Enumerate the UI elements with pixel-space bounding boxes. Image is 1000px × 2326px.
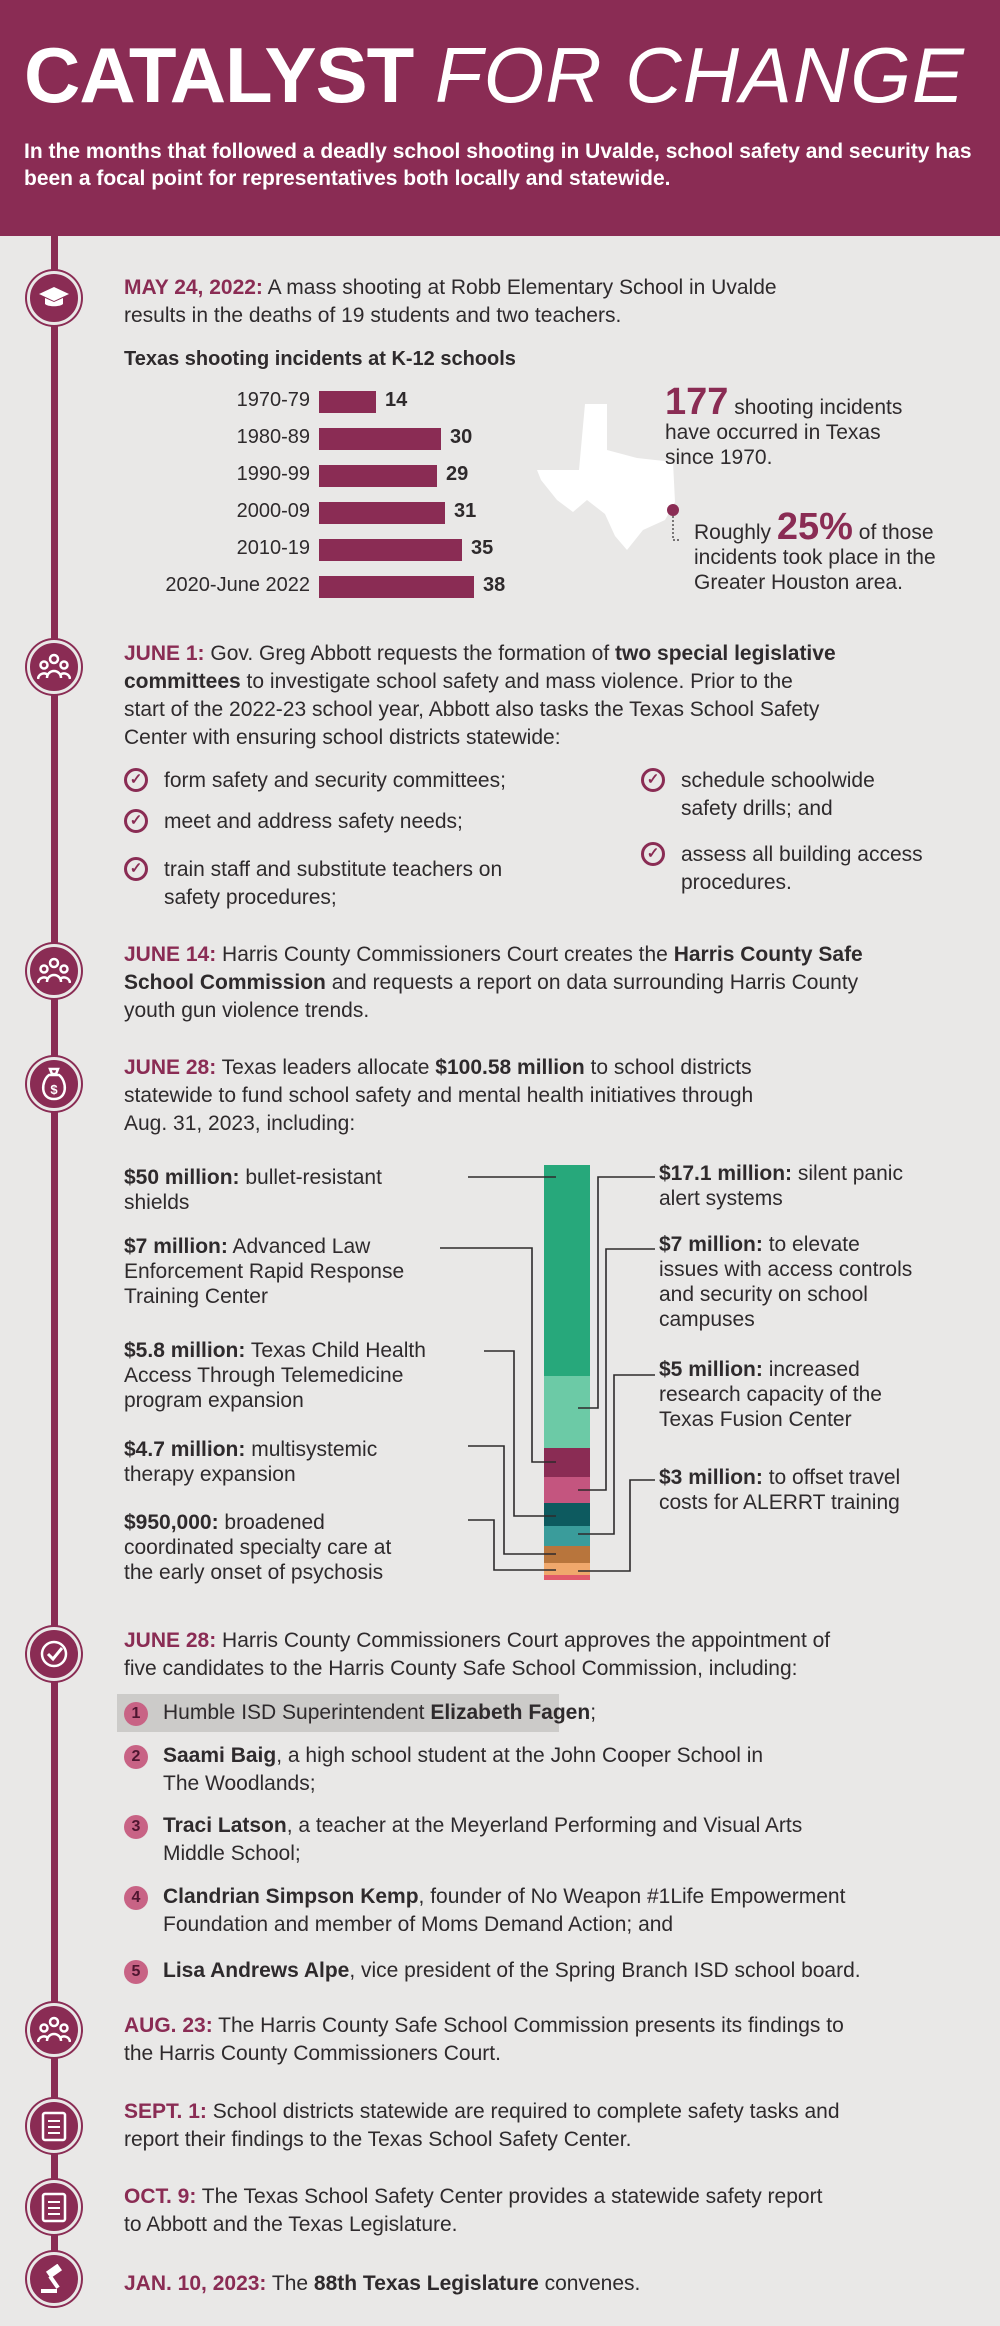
- number-badge: 2: [124, 1745, 148, 1769]
- tick-label: 1990-99: [236, 463, 310, 485]
- svg-text:$: $: [50, 1082, 58, 1097]
- funding-item: $3 million: to offset travel costs for ALERRT training: [659, 1466, 901, 1514]
- bar-1980-89: [319, 428, 441, 450]
- header-banner: [0, 0, 1000, 236]
- intro-text: In the months that followed a deadly school shooting in Uvalde, school safety and security has been a focal point for representatives both locally and statewide.: [24, 140, 972, 190]
- number-badge: 1: [124, 1702, 148, 1726]
- number-badge: 5: [124, 1960, 148, 1984]
- member-item: Clandrian Simpson Kemp, founder of No Weapon #1Life Empowerment Foundation and member of Moms Demand Action; and: [163, 1885, 846, 1936]
- chart-title: Texas shooting incidents at K-12 schools: [124, 348, 516, 370]
- funding-item: $950,000: broadened coordinated specialty care at the early onset of psychosis: [124, 1511, 392, 1584]
- funding-item: $7 million: Advanced Law Enforcement Rapid Response Training Center: [124, 1235, 405, 1308]
- tick-label: 2010-19: [236, 537, 310, 559]
- bar-2010-19: [319, 539, 462, 561]
- segment-950k: [544, 1575, 590, 1580]
- money-bag-icon: [27, 1057, 81, 1111]
- people-group-icon: [27, 944, 81, 998]
- page-title: CATALYST FOR CHANGE: [24, 31, 965, 119]
- checklist-icon: [27, 2180, 81, 2234]
- funding-item: $17.1 million: silent panic alert systems: [659, 1162, 903, 1210]
- bar-2020-june-2022: [319, 576, 474, 598]
- bar-value: 14: [385, 389, 408, 411]
- bar-value: 29: [446, 463, 469, 485]
- people-group-icon: [27, 2003, 81, 2057]
- stat-total-incidents: 177 shooting incidents have occurred in Texas since 1970.: [665, 381, 903, 469]
- member-item: Saami Baig, a high school student at the John Cooper School in The Woodlands;: [163, 1744, 764, 1795]
- segment-17-1m: [544, 1376, 590, 1448]
- tick-label: 2020-June 2022: [165, 574, 310, 596]
- segment-5m: [544, 1526, 590, 1546]
- texas-map-icon: [535, 402, 685, 552]
- member-item: Lisa Andrews Alpe, vice president of the Spring Branch ISD school board.: [163, 1959, 861, 1982]
- tick-label: 2000-09: [236, 500, 310, 522]
- event-may24: MAY 24, 2022: A mass shooting at Robb Elementary School in Uvalde results in the deaths of 19 students and two teachers.: [124, 276, 777, 327]
- number-badge: 3: [124, 1815, 148, 1839]
- graduation-cap-icon: [27, 271, 81, 325]
- funding-item: $7 million: to elevate issues with access controls and security on school campuses: [659, 1233, 913, 1331]
- event-june1: JUNE 1: Gov. Greg Abbott requests the formation of two special legislative committees to investigate school safety and mass violence. Prior to the start of the 2022-23 school year, Abbott also tasks the Texas School Safety Center with ensuring school districts statewide:: [124, 642, 836, 749]
- funding-item: $50 million: bullet-resistant shields: [124, 1166, 382, 1214]
- bar-value: 35: [471, 537, 494, 559]
- tick-label: 1970-79: [236, 389, 310, 411]
- funding-item: $5.8 million: Texas Child Health Access Through Telemedicine program expansion: [124, 1339, 426, 1412]
- gavel-icon: [27, 2252, 81, 2306]
- bar-value: 31: [454, 500, 477, 522]
- segment-5-8m: [544, 1503, 590, 1526]
- checklist-icon: [27, 2099, 81, 2153]
- bar-1990-99: [319, 465, 437, 487]
- segment-50m: [544, 1165, 590, 1376]
- member-item: Traci Latson, a teacher at the Meyerland Performing and Visual Arts Middle School;: [163, 1814, 803, 1865]
- stat-houston-percent: Roughly 25% of those incidents took place in the Greater Houston area.: [694, 506, 936, 594]
- bar-1970-79: [319, 391, 376, 413]
- funding-stacked-bar: [0, 1150, 1000, 1610]
- tick-label: 1980-89: [236, 426, 310, 448]
- funding-item: $5 million: increased research capacity of the Texas Fusion Center: [659, 1358, 882, 1431]
- funding-item: $4.7 million: multisystemic therapy expansion: [124, 1438, 378, 1486]
- event-sept1: SEPT. 1: School districts statewide are required to complete safety tasks and report their findings to the Texas School Safety Center.: [124, 2100, 840, 2151]
- event-oct9: OCT. 9: The Texas School Safety Center provides a statewide safety report to Abbott and the Texas Legislature.: [124, 2185, 823, 2236]
- checkmark-icon: [27, 1627, 81, 1681]
- segment-3m: [544, 1563, 590, 1575]
- event-aug23: AUG. 23: The Harris County Safe School Commission presents its findings to the Harris County Commissioners Court.: [124, 2014, 844, 2065]
- member-item: Humble ISD Superintendent Elizabeth Fagen;: [163, 1701, 597, 1724]
- event-jan10: JAN. 10, 2023: The 88th Texas Legislature convenes.: [124, 2272, 641, 2295]
- bar-value: 30: [450, 426, 473, 448]
- event-june14: JUNE 14: Harris County Commissioners Court creates the Harris County Safe School Commission and requests a report on data surrounding Harris County youth gun violence trends.: [124, 943, 863, 1022]
- bar-2000-09: [319, 502, 445, 524]
- bar-value: 38: [483, 574, 506, 596]
- number-badge: 4: [124, 1886, 148, 1910]
- event-june28-appointments: JUNE 28: Harris County Commissioners Court approves the appointment of five candidates to the Harris County Safe School Commission, including:: [124, 1629, 831, 1680]
- event-june28-funding: JUNE 28: Texas leaders allocate $100.58 million to school districts statewide to fund school safety and mental health initiatives through Aug. 31, 2023, including:: [124, 1056, 754, 1135]
- people-group-icon: [27, 640, 81, 694]
